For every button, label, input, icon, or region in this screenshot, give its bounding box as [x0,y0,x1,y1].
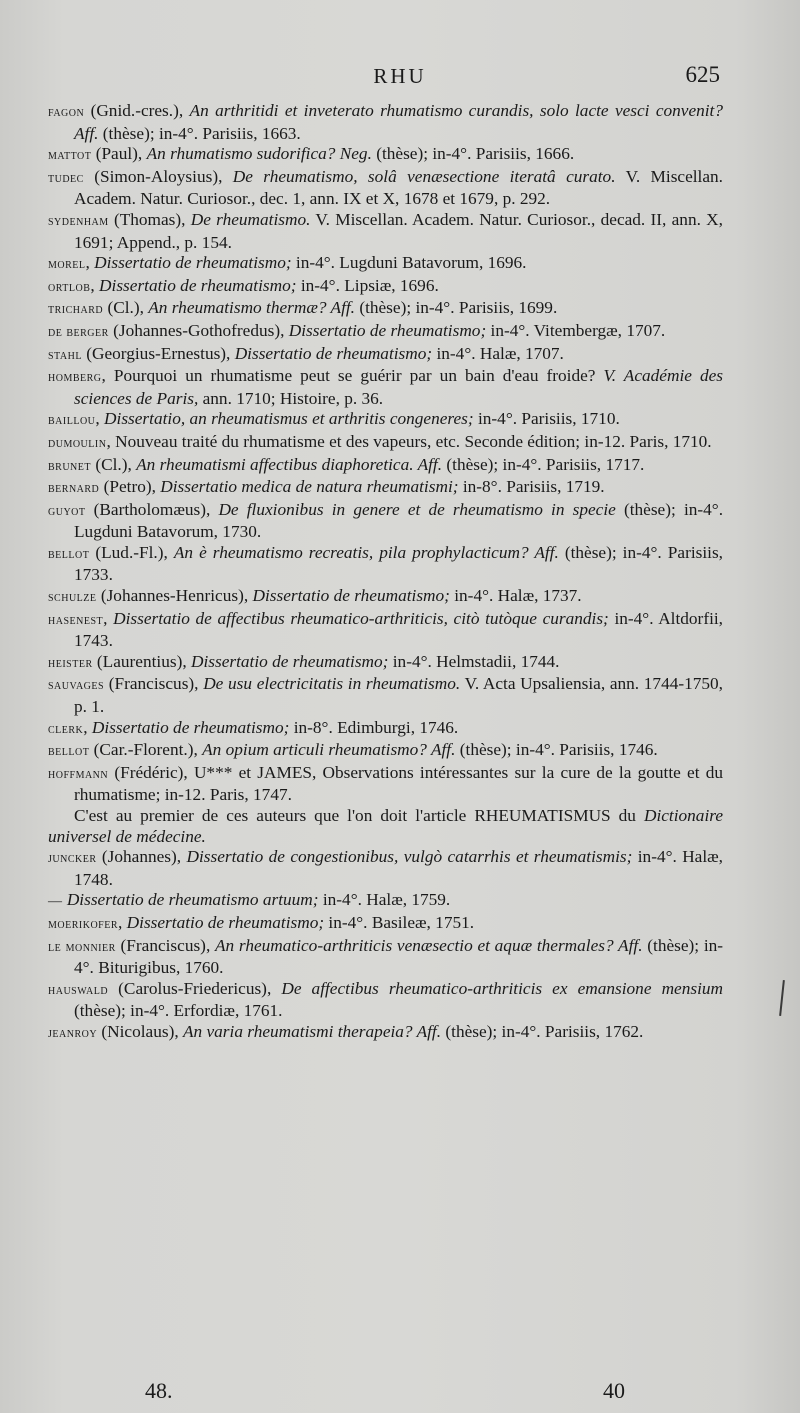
entry-title: An rheumatismo thermæ? Aff. [148,298,355,318]
entry-title: De fluxionibus in genere et de rheumatismo in specie [218,499,616,519]
entry-imprint: (thèse); in-4°. Parisiis, 1699. [355,298,558,318]
entry-imprint: in-8°. Edimburgi, 1746. [289,717,459,737]
entry-title: De rheumatismo, solâ venæsectione iteratâ curato. [232,166,616,186]
entry-imprint: in-4°. Halæ, 1759. [318,890,451,910]
entry-title: An varia rheumatismi therapeia? Aff. [182,1021,442,1041]
bibliography-entry [48,366,723,409]
entry-author: heister [48,655,93,671]
entry-author: hoffmann [48,766,109,782]
entry-author: sauvages [48,678,105,694]
entry-title: Dissertatio de rheumatismo; [126,912,325,932]
entry-text: (Georgius-Ernestus), [81,343,235,363]
bibliography-entry [48,253,723,276]
entry-text: (Simon-Aloysius), [83,166,233,186]
entry-imprint: in-4°. Lugduni Batavorum, 1696. [291,253,527,273]
entry-title: Dissertatio de rheumatismo; [252,586,450,606]
entry-title: Dissertatio de congestionibus, vulgò catarrhis et rheumatismis; [186,847,633,867]
entry-author: dumoulin [48,435,107,451]
entry-text: , Pourquoi un rhumatisme peut se guérir par un bain d'eau froide? [101,366,604,386]
bibliography-entry [48,144,723,167]
entry-title: Dissertatio de rheumatismo; [288,320,487,340]
entry-author: hauswald [48,982,109,998]
bibliography-entry [48,276,723,299]
entry-title: An rheumatico-arthriticis venæsectio et aquæ thermales? Aff. [215,935,643,955]
entry-text: (Petro), [99,477,161,497]
entry-title: An rhumatismo sudorifica? Neg. [146,144,372,164]
entry-imprint: V. Miscellan. Academ. Natur. Curiosor., dec. 1, ann. IX et X, 1678 et 1679, p. 292. [74,166,723,209]
entry-author: stahl [48,347,82,363]
entry-text: (Nicolaus), [97,1021,183,1041]
bibliography-entry [48,477,723,500]
bibliography-entry [48,344,723,367]
running-title: RHU [373,64,427,88]
entry-text: (Car.-Florent.), [89,740,203,760]
entry-imprint: V. Acta Upsaliensia, ann. 1744-1750, p. 1. [74,674,723,717]
entry-text: (Franciscus), [115,935,215,955]
entry-imprint: (thèse); in-4°. Parisiis, 1717. [442,454,645,474]
bibliography-entry [48,913,723,936]
entry-author: moerikofer [48,916,119,932]
bibliography-entry [48,455,723,478]
entry-imprint: ann. 1710; Histoire, p. 36. [198,388,384,408]
bibliography-entry [48,740,723,763]
entry-text: (Bartholomæus), [85,499,219,519]
entry-author: sydenham [48,213,109,229]
entry-text: C'est au premier de ces auteurs que l'on doit l'article RHEUMATISMUS du [74,806,644,825]
entry-title: De usu electricitatis in rheumatismo. [203,674,461,694]
entry-author: bernard [48,481,100,497]
bibliography-list [48,101,723,1045]
entry-imprint: in-4°. Halæ, 1707. [432,343,564,363]
entry-text: (Johannes-Henricus), [96,586,253,606]
entry-author: clerk [48,721,84,737]
entry-title: Dissertatio de rheumatismo; [190,651,389,671]
entry-text: (Franciscus), [104,674,204,694]
page-footer [0,1378,800,1408]
entry-imprint: in-4°. Basileæ, 1751. [324,912,475,932]
entry-text: , [118,912,127,932]
bibliography-entry [48,321,723,344]
bibliography-entry [48,101,723,144]
entry-author: fagon [48,105,85,120]
entry-author: hasenest [48,612,104,628]
entry-imprint: (thèse); in-4°. Parisiis, 1666. [371,144,575,164]
bibliography-entry [48,609,723,652]
bibliography-entry [48,718,723,741]
entry-author: tudec [48,170,84,186]
entry-author: jeanroy [48,1025,98,1041]
entry-author: schulze [48,590,97,606]
bibliography-entry [48,500,723,543]
entry-imprint: in-8°. Parisiis, 1719. [458,477,605,497]
entry-imprint: in-4°. Parisiis, 1710. [473,409,620,429]
bibliography-entry [48,543,723,586]
entry-text: (Lud.-Fl.), [89,542,174,562]
entry-author: bellot [48,546,90,562]
entry-author: ortlob [48,279,91,295]
entry-text: (Johannes), [96,847,187,867]
entry-title: Dissertatio, an rheumatismus et arthritis congeneres; [104,409,474,429]
entry-text: (Cl.), [91,454,137,474]
bibliography-entry [48,432,723,455]
entry-title: V. Académie des sciences de Paris, [74,366,723,408]
entry-imprint: (thèse); in-4°. Parisiis, 1733. [74,542,723,585]
entry-title: Dissertatio de rheumatismo; [91,717,290,737]
entry-title: Dissertatio medica de natura rheumatismi; [160,477,459,497]
entry-author: brunet [48,458,91,474]
signature-mark: 48. [145,1378,173,1403]
entry-text: (Paul), [91,144,147,164]
entry-title: An arthritidi et inveterato rhumatismo curandis, solo lacte vesci convenit? Aff. [74,101,724,143]
entry-title: Dissertatio de rheumatismo; [234,343,433,363]
entry-imprint: (thèse); in-4°. Biturigibus, 1760. [74,935,724,978]
entry-text: (Gnid.-cres.), [84,101,190,120]
entry-author: bellot [48,744,90,760]
entry-text: (Frédéric), U*** et JAMES, Observations intéressantes sur la cure de la goutte et du rhumatisme; in-12. Paris, 1747. [74,762,723,805]
entry-text: (Carolus-Friedericus), [108,978,282,998]
entry-text: (Cl.), [103,298,149,318]
entry-title: De affectibus rheumatico-arthriticis ex emansione mensium [281,978,724,998]
entry-imprint: in-4°. Halæ, 1748. [74,847,724,889]
page-number: 625 [685,62,720,87]
entry-author: baillou [48,413,96,429]
bibliography-entry [48,979,723,1022]
entry-imprint: (thèse); in-4°. Erfordiæ, 1761. [74,1001,283,1021]
entry-author: le monnier [48,939,116,955]
bibliography-entry [48,167,723,210]
bibliography-entry [48,847,723,890]
entry-author: juncker [48,851,97,867]
editorial-note [48,806,723,847]
entry-text: , [95,409,105,429]
entry-text: (Laurentius), [92,651,191,671]
entry-title: De rheumatismo. [190,209,311,229]
entry-text: , [83,717,92,737]
bibliography-entry [48,1022,723,1045]
entry-author: homberg [48,370,102,386]
entry-title: An rheumatismi affectibus diaphoretica. Aff. [136,454,443,474]
entry-title: An è rheumatismo recreatis, pila prophylacticum? Aff. [173,542,559,562]
entry-text: , [103,608,114,628]
entry-imprint: (thèse); in-4°. Lugduni Batavorum, 1730. [74,499,724,542]
bibliography-entry [48,298,723,321]
entry-text: , [85,253,95,273]
bibliography-entry [48,409,723,432]
entry-author: mattot [48,148,92,164]
entry-imprint: (thèse); in-4°. Parisiis, 1762. [441,1021,644,1041]
entry-title: Dissertatio de rheumatismo; [94,253,292,273]
entry-title: Dissertatio de rheumatismo; [99,275,297,295]
entry-text: (Johannes-Gothofredus), [108,320,289,340]
entry-author: trichard [48,302,104,318]
entry-imprint: (thèse); in-4°. Parisiis, 1746. [455,740,658,760]
entry-title: An opium articuli rheumatismo? Aff. [202,740,456,760]
bibliography-entry [48,652,723,675]
entry-title: Dissertatio de affectibus rheumatico-arthriticis, citò tutòque curandis; [113,608,609,628]
entry-author: guyot [48,503,86,519]
entry-imprint: in-4°. Vitembergæ, 1707. [486,320,666,340]
entry-text: , [90,275,100,295]
bibliography-entry [48,936,723,979]
bibliography-entry [48,890,723,913]
entry-text: , Nouveau traité du rhumatisme et des vapeurs, etc. Seconde édition; in-12. Paris, 1710. [106,431,712,451]
gathering-number: 40 [603,1378,625,1403]
entry-title: Dissertatio de rheumatismo artuum; [66,890,319,910]
entry-imprint: in-4°. Altdorfii, 1743. [74,608,723,651]
entry-imprint: V. Miscellan. Academ. Natur. Curiosor., decad. II, ann. X, 1691; Append., p. 154. [74,209,723,252]
entry-title: Dictionaire universel de médecine. [48,806,723,846]
entry-imprint: (thèse); in-4°. Parisiis, 1663. [98,123,301,143]
bibliography-entry [48,210,723,253]
bibliography-entry [48,586,723,609]
entry-text: (Thomas), [108,209,191,229]
entry-author: de berger [48,324,109,340]
entry-author: — [48,894,63,910]
entry-imprint: in-4°. Helmstadii, 1744. [388,651,560,671]
entry-author: morel [48,257,86,273]
bibliography-entry [48,763,723,806]
page-header [0,62,800,98]
margin-pencil-mark [779,980,785,1016]
entry-imprint: in-4°. Lipsiæ, 1696. [296,275,439,295]
bibliography-entry [48,674,723,717]
entry-imprint: in-4°. Halæ, 1737. [449,586,582,606]
